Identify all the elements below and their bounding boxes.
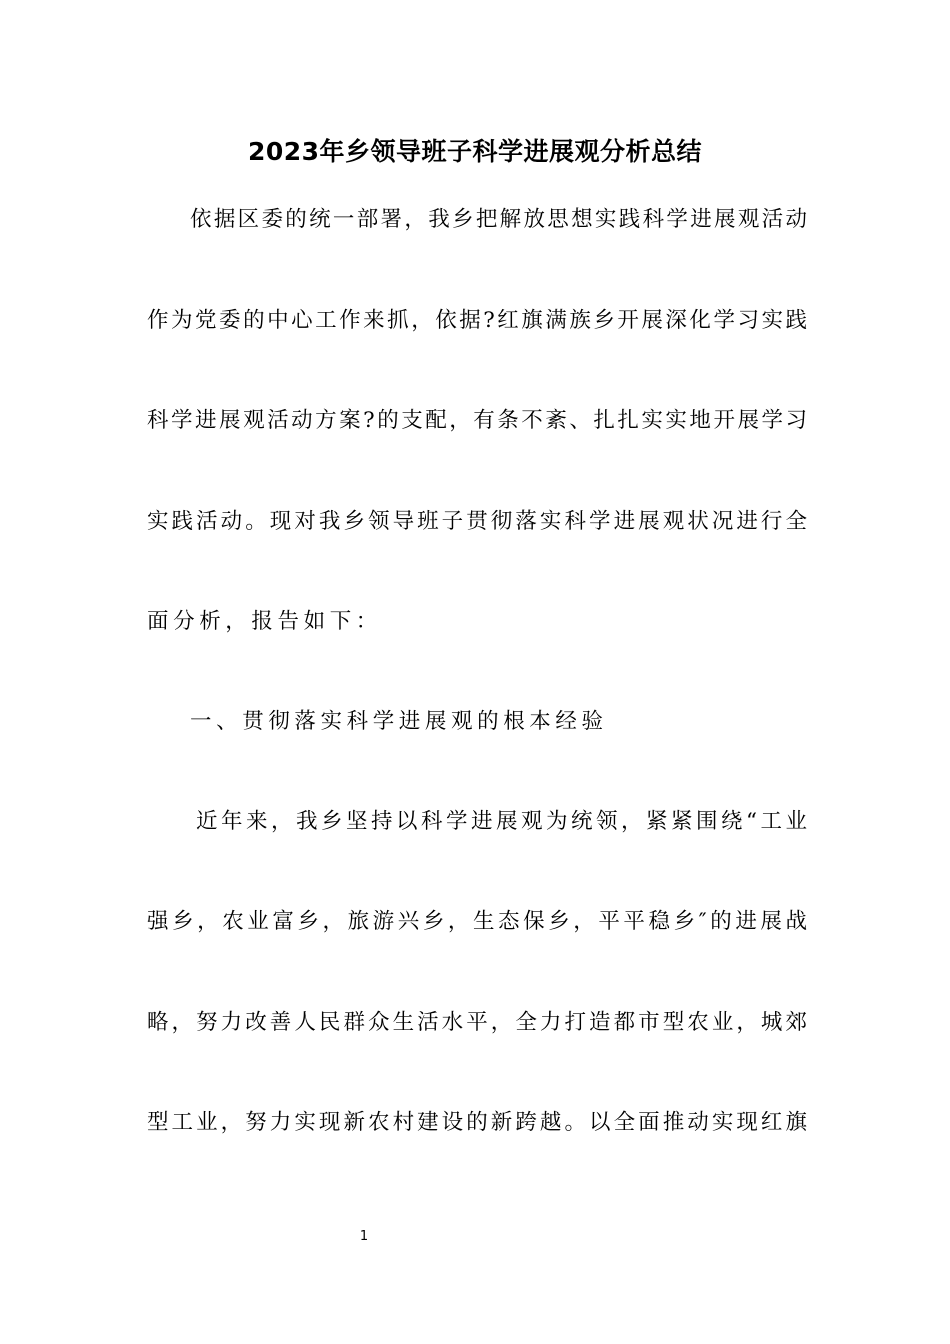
page-number: 1 <box>359 1229 369 1244</box>
paragraph-line: 面分析，报告如下： <box>147 609 382 634</box>
paragraph-line: 实践活动。现对我乡领导班子贯彻落实科学进展观状况进行全 <box>147 509 807 534</box>
paragraph-line: 略，努力改善人民群众生活水平，全力打造都市型农业，城郊 <box>147 1010 807 1035</box>
document-title: 2023年乡领导班子科学进展观分析总结 <box>247 137 703 166</box>
paragraph-line: 近年来，我乡坚持以科学进展观为统领，紧紧围绕“工业 <box>196 809 807 834</box>
section-heading: 一、贯彻落实科学进展观的根本经验 <box>190 709 608 734</box>
paragraph-line: 强乡，农业富乡，旅游兴乡，生态保乡，平平稳乡″的进展战 <box>147 909 807 934</box>
paragraph-line: 依据区委的统一部署，我乡把解放思想实践科学进展观活动 <box>190 207 807 232</box>
paragraph-line: 作为党委的中心工作来抓，依据?红旗满族乡开展深化学习实践 <box>147 308 807 333</box>
paragraph-line: 科学进展观活动方案?的支配，有条不紊、扎扎实实地开展学习 <box>147 408 807 433</box>
paragraph-line: 型工业，努力实现新农村建设的新跨越。以全面推动实现红旗 <box>147 1110 807 1135</box>
